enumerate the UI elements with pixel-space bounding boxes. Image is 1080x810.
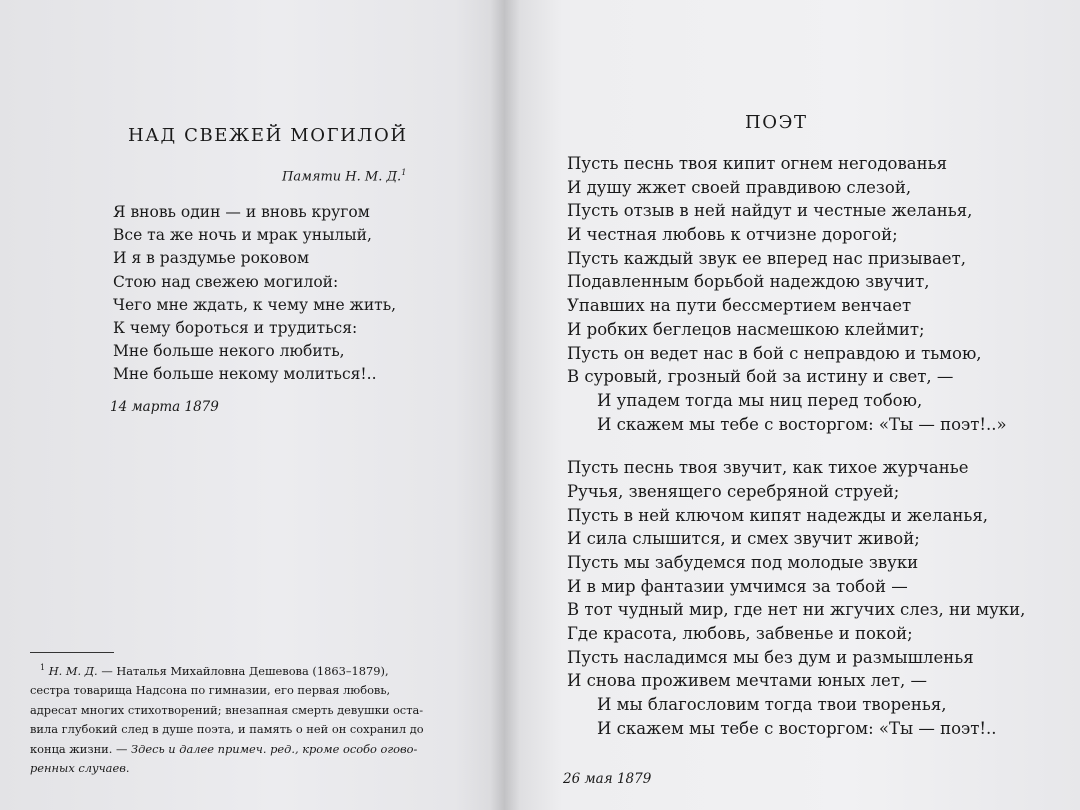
poem-line: В тот чудный мир, где нет ни жгучих слез, ни муки, (567, 600, 1026, 620)
stanza-break (567, 436, 1025, 456)
poem-line: Ручья, звенящего серебряной струей; (567, 481, 900, 501)
poem-line: Пусть мы забудемся под молодые звуки (567, 553, 919, 572)
poem-title-right: ПОЭТ (745, 112, 808, 133)
poem-line: Пусть он ведет нас в бой с неправдою и тьмою, (567, 343, 982, 363)
poem-line: И я в раздумье роковом (113, 249, 310, 268)
footnote (30, 658, 475, 779)
poem-line: Мне больше некому молиться!.. (113, 365, 377, 384)
footnote-line-4: вила глубокий след в душе поэта, и память о ней он сохранил до (30, 722, 424, 737)
poem-line: Где красота, любовь, забвенье и покой; (567, 624, 913, 644)
poem-left-text (113, 201, 396, 387)
poem-line: И мы благословим тогда твои творенья, (597, 695, 947, 715)
poem-line: Пусть песнь твоя кипит огнем негодованья (567, 154, 947, 173)
footnote-editorial-note: Здесь и далее примеч. ред., кроме особо огово- (131, 741, 418, 756)
poem-line: И скажем мы тебе с восторгом: «Ты — поэт!..» (597, 414, 1007, 434)
poem-line: И упадем тогда мы ниц перед тобою, (597, 390, 923, 410)
left-page (0, 0, 505, 810)
poem-date-left: 14 марта 1879 (110, 399, 219, 415)
footnote-line-2: сестра товарища Надсона по гимназии, его первая любовь, (30, 683, 391, 698)
poem-line: Упавших на пути бессмертием венчает (567, 296, 912, 316)
poem-line: И робких беглецов насмешкою клеймит; (567, 319, 925, 339)
poem-line: И в мир фантазии умчимся за тобой — (567, 576, 908, 596)
poem-line: Мне больше некого любить, (113, 342, 345, 361)
poem-line: И снова проживем мечтами юных лет, — (567, 671, 927, 691)
poem-line: Подавленным борьбой надеждою звучит, (567, 272, 930, 292)
poem-line: Все та же ночь и мрак унылый, (113, 226, 372, 245)
poem-line: Пусть каждый звук ее вперед нас призывает, (567, 248, 966, 268)
poem-line: И честная любовь к отчизне дорогой; (567, 225, 898, 245)
footnote-text: конца жизни. — (30, 741, 128, 756)
footnote-divider (30, 652, 114, 653)
poem-line: Я вновь один — и вновь кругом (113, 203, 370, 221)
poem-line: Пусть в ней ключом кипят надежды и желанья, (567, 505, 989, 525)
poem-line: И душу жжет своей правдивою слезой, (567, 177, 912, 197)
poem-line: И скажем мы тебе с восторгом: «Ты — поэт!.. (597, 718, 997, 738)
right-page (505, 0, 1080, 810)
poem-line: Чего мне ждать, к чему мне жить, (113, 295, 397, 314)
book-gutter (490, 0, 520, 810)
footnote-text: — Наталья Михайловна Дешевова (1863–1879), (101, 663, 389, 678)
footnote-number: 1 (40, 663, 46, 672)
poem-date-right: 26 мая 1879 (563, 771, 652, 787)
poem-right-text (567, 152, 1025, 741)
footnote-mark: 1 (401, 168, 407, 177)
dedication (282, 168, 406, 184)
footnote-line-6: ренных случаев. (30, 761, 130, 776)
poem-line: Стою над свежею могилой: (113, 272, 339, 291)
footnote-line-3: адресат многих стихотворений; внезапная смерть девушки оста- (30, 702, 424, 717)
poem-line: В суровый, грозный бой за истину и свет, — (567, 367, 954, 387)
poem-line: Пусть насладимся мы без дум и размышленья (567, 647, 974, 667)
poem-line: И сила слышится, и смех звучит живой; (567, 529, 920, 549)
footnote-line-1 (30, 658, 475, 681)
poem-line: Пусть отзыв в ней найдут и честные желанья, (567, 201, 973, 221)
footnote-ref: Н. М. Д. (48, 663, 98, 678)
footnote-line-5 (30, 740, 475, 760)
poem-title-left: НАД СВЕЖЕЙ МОГИЛОЙ (128, 125, 408, 146)
poem-line: К чему бороться и трудиться: (113, 318, 358, 337)
dedication-text: Памяти Н. М. Д. (282, 169, 402, 185)
poem-line: Пусть песнь твоя звучит, как тихое журчанье (567, 458, 969, 478)
